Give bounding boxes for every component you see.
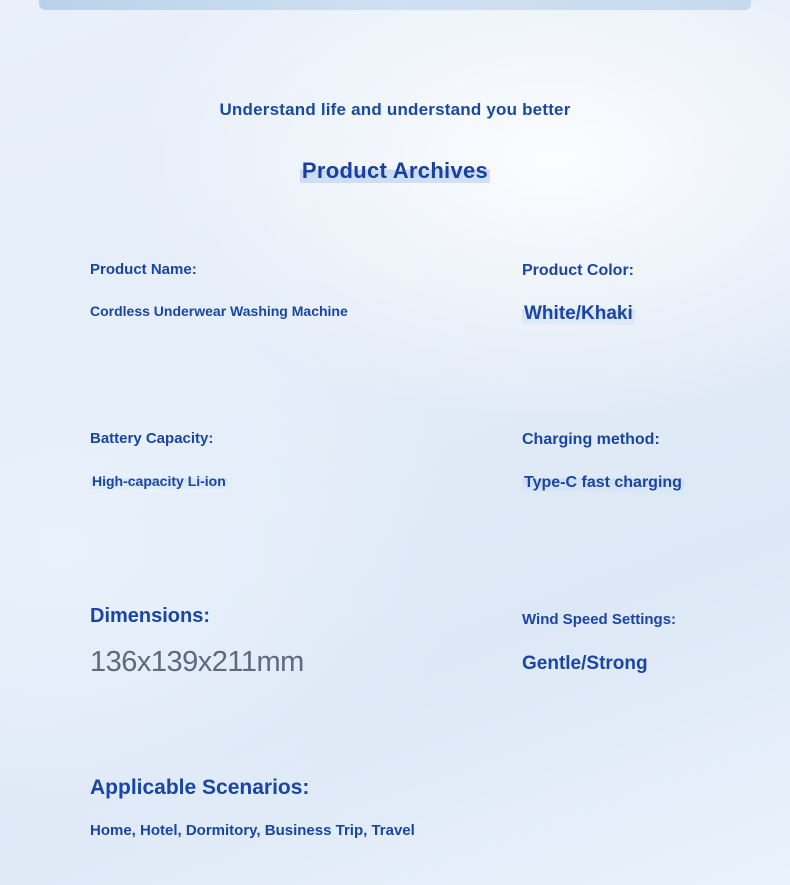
field-dimensions	[90, 605, 304, 679]
field-applicable-scenarios	[90, 776, 415, 839]
field-label: Applicable Scenarios:	[90, 776, 310, 799]
field-value: White/Khaki	[524, 303, 633, 324]
field-value: Home, Hotel, Dormitory, Business Trip, Travel	[90, 822, 415, 839]
page-headline: Understand life and understand you better	[219, 100, 571, 119]
field-value: 136x139x211mm	[90, 646, 304, 678]
field-battery-capacity	[90, 430, 228, 491]
field-wind-speed-settings	[522, 611, 676, 675]
top-decorative-bar	[39, 0, 751, 10]
field-value: High-capacity Li-ion	[92, 473, 226, 489]
field-label: Charging method:	[522, 431, 660, 448]
field-label: Wind Speed Settings:	[522, 611, 677, 628]
page-title	[0, 158, 790, 184]
field-product-color	[522, 262, 635, 325]
field-value: Type-C fast charging	[524, 474, 682, 491]
field-label: Dimensions:	[90, 605, 211, 627]
field-product-name	[90, 261, 348, 319]
field-charging-method	[522, 431, 684, 492]
field-label: Battery Capacity:	[90, 430, 214, 447]
field-label: Product Color:	[522, 262, 634, 279]
field-value: Cordless Underwear Washing Machine	[90, 303, 348, 319]
field-value: Gentle/Strong	[522, 653, 648, 674]
page-title-text: Product Archives	[301, 158, 489, 183]
field-label: Product Name:	[90, 261, 197, 278]
